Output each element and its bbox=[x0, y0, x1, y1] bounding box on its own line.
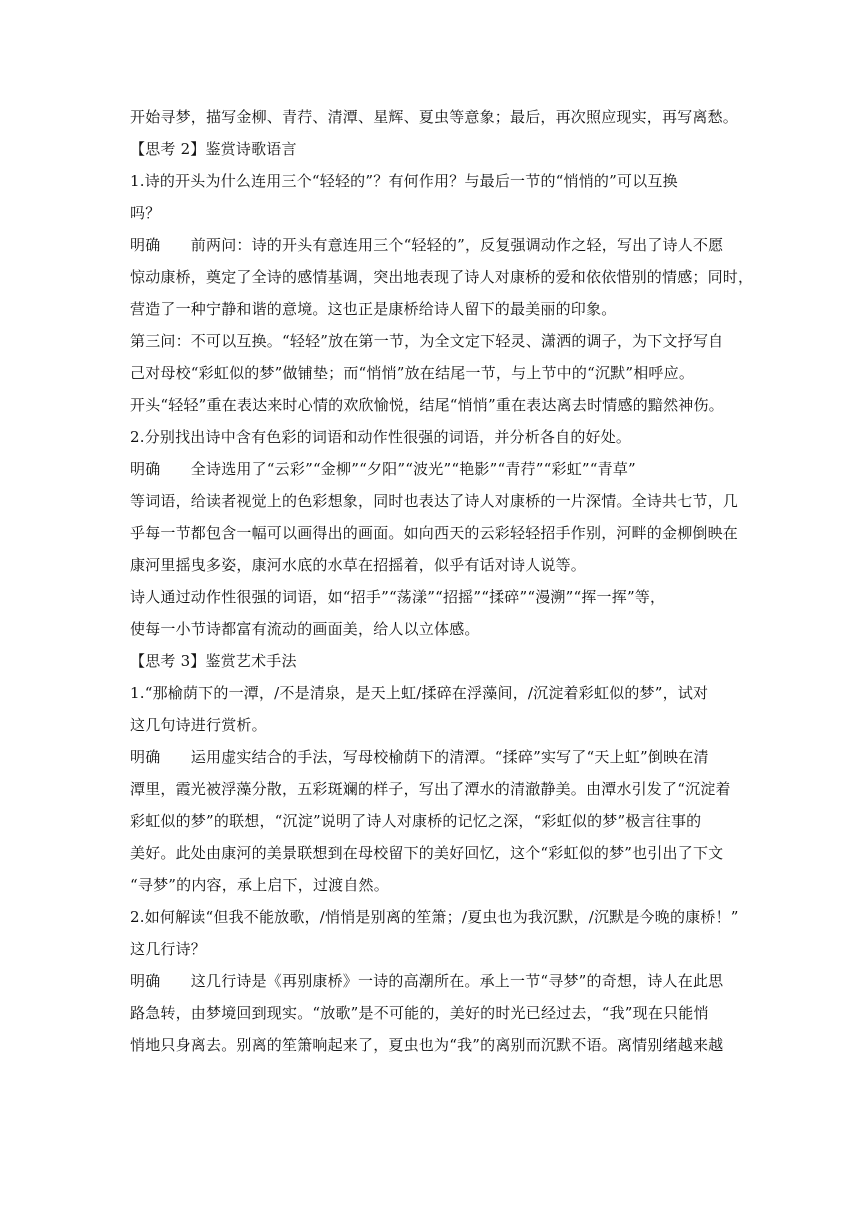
answer-line: 开头“轻轻”重在表达来时心情的欢欣愉悦，结尾“悄悄”重在表达离去时情感的黯然神伤。 bbox=[130, 396, 724, 414]
answer-line: 乎每一节都包含一幅可以画得出的画面。如向西天的云彩轻轻招手作别，河畔的金柳倒映在 bbox=[130, 524, 739, 542]
answer-line: 彩虹似的梦”的联想，“沉淀”说明了诗人对康桥的记忆之深，“彩虹似的梦”极言往事的 bbox=[130, 812, 702, 830]
answer-line: 潭里，霞光被浮藻分散，五彩斑斓的样子，写出了潭水的清澈静美。由潭水引发了“沉淀着 bbox=[130, 780, 731, 798]
text-line: 开始寻梦，描写金柳、青荇、清潭、星辉、夏虫等意象；最后，再次照应现实，再写离愁。 bbox=[130, 108, 739, 126]
question-line: 2.如何解读“但我不能放歌，/悄悄是别离的笙箫；/夏虫也为我沉默，/沉默是今晚的康桥！” bbox=[130, 908, 739, 926]
section-heading: 【思考 3】鉴赏艺术手法 bbox=[130, 652, 297, 670]
answer-line: 明确 运用虚实结合的手法，写母校榆荫下的清潭。“揉碎”实写了“天上虹”倒映在清 bbox=[130, 748, 709, 766]
answer-line: 己对母校“彩虹似的梦”做铺垫；而“悄悄”放在结尾一节，与上节中的“沉默”相呼应。 bbox=[130, 364, 695, 382]
question-line: 这几行诗？ bbox=[130, 940, 207, 958]
question-line: 1.“那榆荫下的一潭，/不是清泉，是天上虹/揉碎在浮藻间，/沉淀着彩虹似的梦”，试对 bbox=[130, 684, 709, 702]
answer-line: 营造了一种宁静和谐的意境。这也正是康桥给诗人留下的最美丽的印象。 bbox=[130, 300, 617, 318]
answer-line: 等词语，给读者视觉上的色彩想象，同时也表达了诗人对康桥的一片深情。全诗共七节，几 bbox=[130, 492, 739, 510]
answer-line: 悄地只身离去。别离的笙箫响起来了，夏虫也为“我”的离别而沉默不语。离情别绪越来越 bbox=[130, 1036, 724, 1054]
answer-line: 使每一小节诗都富有流动的画面美，给人以立体感。 bbox=[130, 620, 480, 638]
answer-line: 明确 前两问：诗的开头有意连用三个“轻轻的”，反复强调动作之轻，写出了诗人不愿 bbox=[130, 236, 724, 254]
answer-line: 明确 这几行诗是《再别康桥》一诗的高潮所在。承上一节“寻梦”的奇想，诗人在此思 bbox=[130, 972, 724, 990]
question-line: 吗？ bbox=[130, 204, 161, 222]
answer-line: 诗人通过动作性很强的词语，如“招手”“荡漾”“招摇”“揉碎”“漫溯”“挥一挥”等， bbox=[130, 588, 666, 606]
answer-line: 美好。此处由康河的美景联想到在母校留下的美好回忆，这个“彩虹似的梦”也引出了下文 bbox=[130, 844, 724, 862]
answer-line: 康河里摇曳多姿，康河水底的水草在招摇着，似乎有话对诗人说等。 bbox=[130, 556, 587, 574]
answer-line: “寻梦”的内容，承上启下，过渡自然。 bbox=[130, 876, 389, 894]
question-line: 1.诗的开头为什么连用三个“轻轻的”？有何作用？与最后一节的“悄悄的”可以互换 bbox=[130, 172, 678, 190]
question-line: 2.分别找出诗中含有色彩的词语和动作性很强的词语，并分析各自的好处。 bbox=[130, 428, 632, 446]
question-line: 这几句诗进行赏析。 bbox=[130, 716, 267, 734]
answer-line: 惊动康桥，奠定了全诗的感情基调，突出地表现了诗人对康桥的爱和依依惜别的情感；同时， bbox=[130, 268, 754, 286]
answer-line: 第三问：不可以互换。“轻轻”放在第一节，为全文定下轻灵、潇洒的调子，为下文抒写自 bbox=[130, 332, 724, 350]
answer-line: 明确 全诗选用了“云彩”“金柳”“夕阳”“波光”“艳影”“青荇”“彩虹”“青草” bbox=[130, 460, 636, 478]
section-heading: 【思考 2】鉴赏诗歌语言 bbox=[130, 140, 297, 158]
document-body bbox=[130, 107, 754, 1055]
answer-line: 路急转，由梦境回到现实。“放歌”是不可能的，美好的时光已经过去，“我”现在只能悄 bbox=[130, 1004, 709, 1022]
